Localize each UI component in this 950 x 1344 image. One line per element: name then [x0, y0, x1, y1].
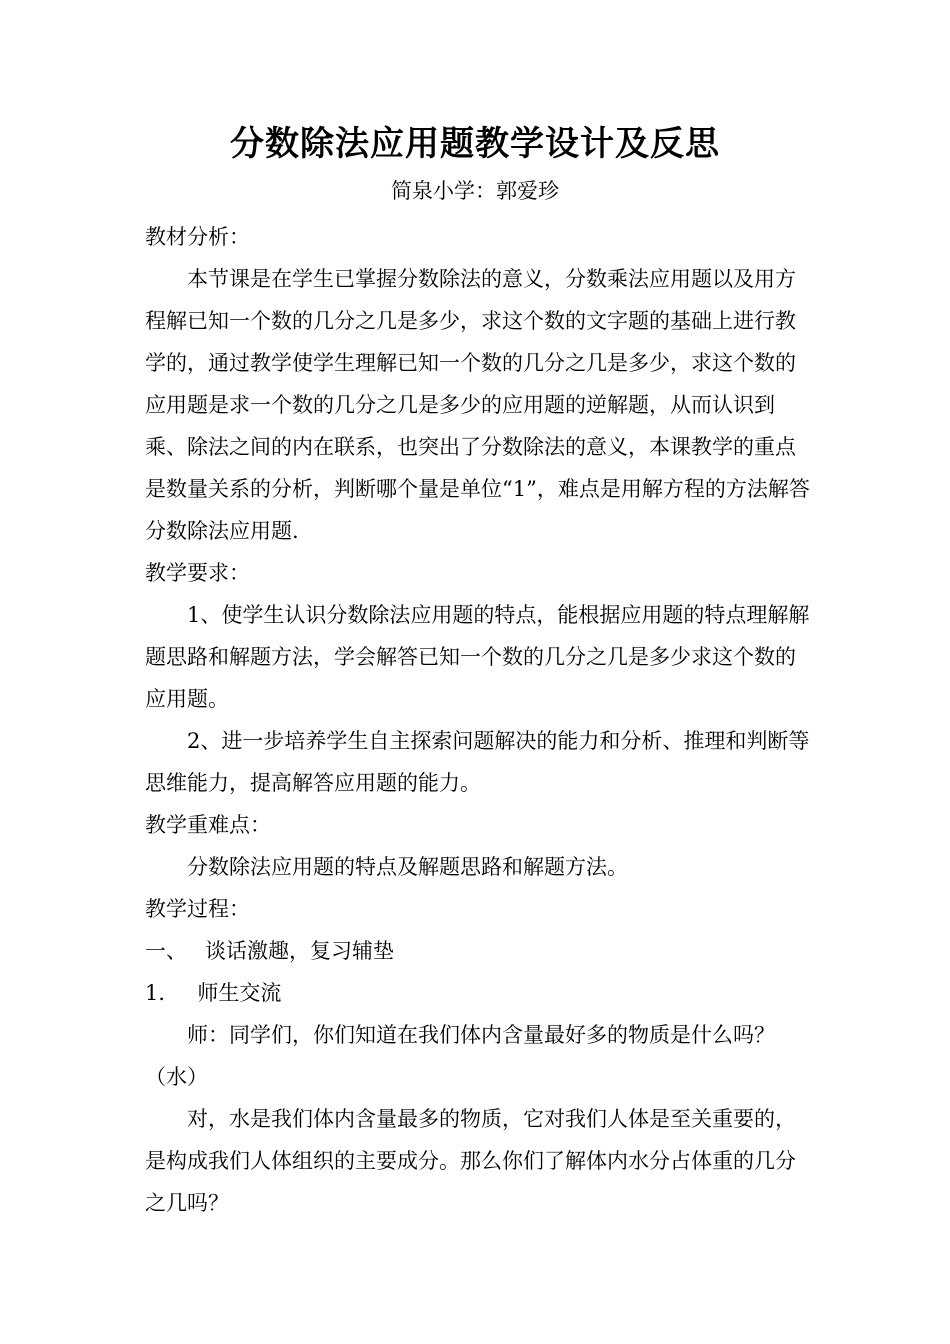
document-body [145, 216, 815, 1224]
document-title: 分数除法应用题教学设计及反思 [230, 124, 720, 164]
requirement-item-2: 2、进一步培养学生自主探索问题解决的能力和分析、推理和判断等思维能力，提高解答应用题的能力。 [145, 729, 810, 795]
requirements-heading: 教学要求： [145, 561, 250, 585]
process-substep-1 [145, 972, 815, 1014]
process-substep-1-text: 师生交流 [197, 981, 282, 1005]
process-step-1 [145, 930, 815, 972]
key-points-heading: 教学重难点： [145, 813, 271, 837]
requirement-item-1: 1、使学生认识分数除法应用题的特点，能根据应用题的特点理解解题思路和解题方法，学会解答已知一个数的几分之几是多少求这个数的应用题。 [145, 603, 810, 711]
author-line: 简泉小学：郭爱珍 [391, 179, 559, 203]
analysis-paragraph: 本节课是在学生已掌握分数除法的意义，分数乘法应用题以及用方程解已知一个数的几分之几是多少，求这个数的文字题的基础上进行教学的，通过教学使学生理解已知一个数的几分之几是多少，求这个数的应用题是求一个数的几分之几是多少的应用题的逆解题，从而认识到乘、除法之间的内在联系，也突出了分数除法的意义，本课教学的重点是数量关系的分析，判断哪个量是单位“1”，难点是用解方程的方法解答分数除法应用题. [145, 267, 810, 543]
process-step-1-number: 一、 [145, 939, 187, 963]
key-points-paragraph: 分数除法应用题的特点及解题思路和解题方法。 [187, 855, 628, 879]
dialogue-paragraph-2: 对，水是我们体内含量最多的物质，它对我们人体是至关重要的，是构成我们人体组织的主要成分。那么你们了解体内水分占体重的几分之几吗？ [145, 1107, 796, 1215]
analysis-heading: 教材分析： [145, 225, 250, 249]
dialogue-paragraph-1: 师：同学们，你们知道在我们体内含量最好多的物质是什么吗？（水） [145, 1023, 775, 1089]
process-step-1-text: 谈话激趣，复习辅垫 [205, 939, 394, 963]
process-heading: 教学过程： [145, 897, 250, 921]
process-substep-1-number: 1． [145, 981, 180, 1005]
